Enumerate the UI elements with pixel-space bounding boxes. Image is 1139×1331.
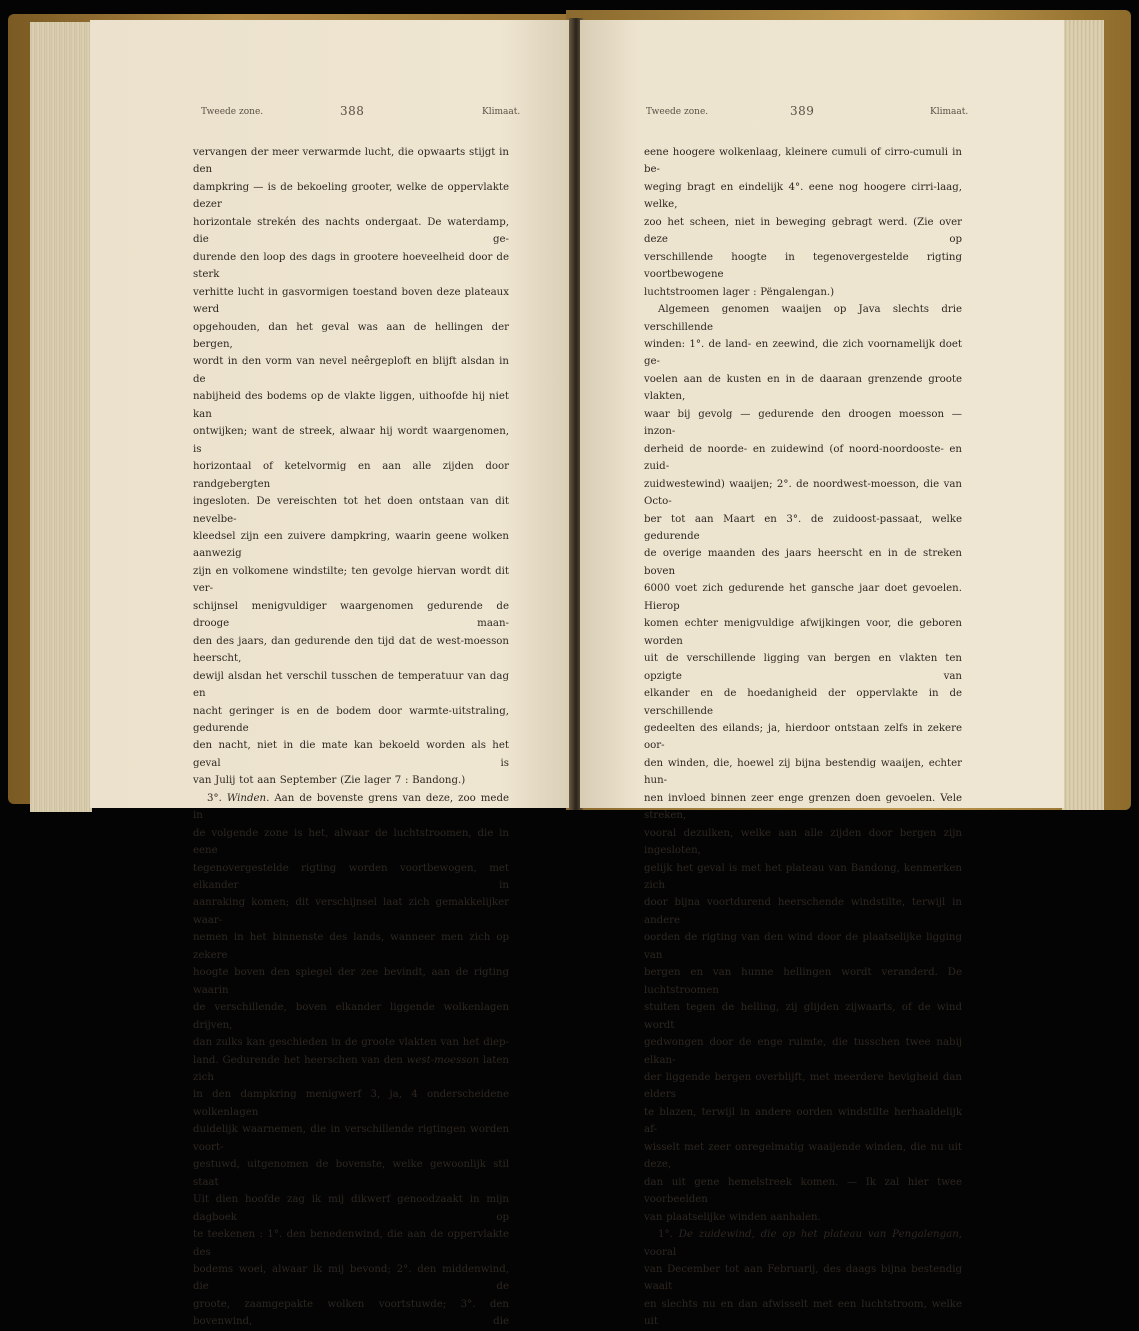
italic-term: Winden. [226,792,270,804]
text-line [193,703,509,738]
line-text: nabijheid des bodems op de vlakte liggen, uithoofde hij niet kan [193,391,509,420]
line-text: elkander en de hoedanigheid der oppervlakte in de verschillende [644,688,962,717]
text-line [644,929,962,964]
text-line [193,860,509,895]
text-line [193,1226,509,1261]
text-line [193,772,509,789]
line-text: weging bragt en eindelijk 4°. eene nog hoogere cirri-laag, welke, [644,181,962,211]
text-line [644,249,962,284]
right-page [580,20,1064,1328]
page-edges-right [1062,20,1104,810]
line-text: Uit dien hoofde zag ik mij dikwerf genoodzaakt in mijn dagboek op [193,1194,509,1223]
left-header-topic: Klimaat. [482,107,521,117]
page-edges-left [30,22,92,812]
line-text: winden: 1°. de land- en zeewind, die zich voornamelijk doet ge- [644,338,962,368]
text-line [193,284,509,319]
text-line [644,1139,962,1174]
line-text: van plaatselijke winden aanhalen. [644,1211,821,1223]
line-text: vooral dezulken, welke aan alle zijden door bergen zijn ingesloten, [644,827,962,857]
text-line [193,1034,509,1051]
line-text: gestuwd, uitgenomen de bovenste, welke gewoonlijk stil staat [193,1159,509,1188]
line-text: ingesloten. De vereischten tot het doen ontstaan van dit nevelbe- [193,496,509,525]
line-text: komen echter menigvuldige afwijkingen voor, die geboren worden [644,618,962,647]
text-line [193,825,509,860]
line-text: nemen in het binnenste des lands, wanneer men zich op zekere [193,932,509,961]
line-text: den nacht, niet in die mate kan bekoeld worden als het geval is [193,740,509,769]
text-line [193,790,509,825]
text-line [644,894,962,929]
line-text: eene hoogere wolkenlaag, kleinere cumuli of cirro-cumuli in be- [644,147,962,176]
line-text: vooral [644,1246,677,1258]
line-text: laten zich [193,1054,509,1084]
text-line [644,1069,962,1104]
line-text: gelijk het geval is met het plateau van Bandong, kenmerken zich [644,862,962,892]
text-line [644,860,962,895]
left-page [90,20,572,1328]
text-line [644,1034,962,1069]
text-line [644,284,962,301]
text-line [193,1086,509,1121]
text-line [193,214,509,249]
line-text: durende den loop des dags in grootere hoeveelheid door de sterk [193,251,509,281]
line-text: 6000 voet zich gedurende het gansche jaar doet gevoelen. Hierop [644,583,962,612]
line-text: door bijna voortdurend heerschende windstilte, terwijl in andere [644,897,962,926]
text-line [644,336,962,371]
text-line [644,1209,962,1226]
line-text: vervangen der meer verwarmde lucht, die opwaarts stijgt in den [193,147,509,176]
text-line [644,790,962,825]
italic-term: west-moesson [406,1054,480,1066]
text-line [644,720,962,755]
text-line [644,406,962,441]
line-text: luchtstroomen lager : Pëngalengan.) [644,286,835,298]
text-line [644,615,962,650]
text-line [193,563,509,598]
text-line [644,371,962,406]
text-line [193,964,509,999]
line-prefix: land. Gedurende het heerschen van den [193,1054,407,1066]
text-line [644,301,962,336]
line-text: wordt in den vorm van nevel neêrgeploft en blijft alsdan in de [193,356,509,385]
line-text: kleedsel zijn een zuivere dampkring, waarin geene wolken aanwezig [193,530,509,560]
text-line [644,144,962,179]
line-text: van December tot aan Februarij, des daags bijna bestendig waait [644,1264,962,1293]
right-page-number: 389 [790,104,815,118]
line-text: duidelijk waarnemen, die in verschillende rigtingen worden voort- [193,1124,509,1153]
line-text: den winden, die, hoewel zij bijna bestendig waaijen, echter hun- [644,757,962,787]
line-text: hoogte boven den spiegel der zee bevindt, aan de rigting waarin [193,967,509,996]
line-text: in den dampkring menigwerf 3, ja, 4 onderscheidene wolkenlagen [193,1089,509,1118]
italic-term: De zuidewind, die op het plateau van Pengalengan, [678,1229,962,1241]
text-line [193,929,509,964]
text-line [193,249,509,284]
line-text: derheid de noorde- en zuidewind (of noord-noordooste- en zuid- [644,443,962,473]
line-text: oorden de rigting van den wind door de plaatselijke ligging van [644,932,962,961]
text-line [193,1052,509,1087]
text-line [193,1191,509,1226]
text-line [644,1174,962,1209]
left-header-section: Tweede zone. [201,107,264,117]
line-text: uit de verschillende ligging van bergen en vlakten ten opzigte van [644,653,962,682]
line-text: zoo het scheen, niet in beweging gebragt werd. (Zie over deze op [644,216,962,246]
right-header-topic: Klimaat. [930,107,969,117]
line-text: Aan de bovenste grens van deze, zoo mede in [193,792,509,822]
line-text: waar bij gevolg — gedurende den droogen moesson — inzon- [644,408,962,438]
line-text: verhitte lucht in gasvormigen toestand boven deze plateaux werd [193,286,509,316]
text-line [644,755,962,790]
line-text: opgehouden, dan het geval was aan de hellingen der bergen, [193,321,509,350]
line-text: tegenovergestelde rigting worden voortbewogen, met elkander in [193,862,509,892]
text-line [193,493,509,528]
line-text: zuidwestewind) waaijen; 2°. de noordwest-moesson, die van Octo- [644,478,962,508]
line-text: der liggende bergen overblijft, met meerdere hevigheid dan elders [644,1072,962,1101]
text-line [193,1261,509,1296]
line-text: gedwongen door de enge ruimte, die tusschen twee nabij elkan- [644,1037,962,1066]
text-line [193,668,509,703]
line-prefix: 1°. [658,1229,679,1241]
line-prefix: 3°. [207,792,227,804]
text-line [193,353,509,388]
left-page-body [193,144,509,1331]
text-line [644,999,962,1034]
line-text: horizontale strekén des nachts ondergaat. De waterdamp, die ge- [193,216,509,246]
right-header-section: Tweede zone. [646,107,709,117]
text-line [644,685,962,720]
text-line [644,179,962,214]
right-page-body [644,144,962,1331]
text-line [644,825,962,860]
line-text: wisselt met zeer onregelmatig waaijende winden, die nu uit deze, [644,1141,962,1171]
text-line [193,319,509,354]
text-line [193,144,509,179]
text-line [644,1261,962,1296]
line-text: horizontaal of ketelvormig en aan alle zijden door randgebergten [193,461,509,490]
line-text: zijn en volkomene windstilte; ten gevolge hiervan wordt dit ver- [193,565,509,595]
text-line [644,580,962,615]
line-text: groote, zaamgepakte wolken voortstuwde; 3°. den bovenwind, die [193,1298,509,1328]
text-line [193,179,509,214]
text-line [193,528,509,563]
line-text: en slechts nu en dan afwisselt met een luchtstroom, welke uit [644,1298,962,1328]
line-text: verschillende hoogte in tegenovergestelde rigting voortbewogene [644,251,962,281]
text-line [193,999,509,1034]
text-line [644,650,962,685]
line-text: Algemeen genomen waaijen op Java slechts drie verschillende [644,304,962,333]
line-text: de overige maanden des jaars heerscht en in de streken boven [644,548,962,577]
text-line [644,214,962,249]
text-line [193,1156,509,1191]
line-text: voelen aan de kusten en in de daaraan grenzende groote vlakten, [644,373,962,403]
text-line [193,633,509,668]
text-line [193,598,509,633]
line-text: bergen en van hunne hellingen wordt veranderd. De luchtstroomen [644,967,962,996]
text-line [193,894,509,929]
text-line [644,441,962,476]
left-page-number: 388 [340,104,365,118]
line-text: stuiten tegen de helling, zij glijden zijwaarts, of de wind wordt [644,1002,962,1031]
line-text: nacht geringer is en de bodem door warmte-uitstraling, gedurende [193,705,509,734]
text-line [193,1121,509,1156]
line-text: ontwijken; want de streek, alwaar hij wordt waargenomen, is [193,426,509,455]
text-line [644,1296,962,1331]
text-line [644,476,962,511]
line-text: dewijl alsdan het verschil tusschen de temperatuur van dag en [193,670,509,700]
line-text: aanraking komen; dit verschijnsel laat zich gemakkelijker waar- [193,897,509,926]
line-text: den des jaars, dan gedurende den tijd dat de west-moesson heerscht, [193,635,509,665]
line-text: te blazen, terwijl in andere oorden windstilte herhaaldelijk af- [644,1106,962,1136]
line-text: ber tot aan Maart en 3°. de zuidoost-passaat, welke gedurende [644,513,962,542]
line-text: nen invloed binnen zeer enge grenzen doen gevoelen. Vele streken, [644,792,962,822]
text-line [644,545,962,580]
text-line [193,423,509,458]
text-line [644,511,962,546]
line-text: bodems woei, alwaar ik mij bevond; 2°. den middenwind, die de [193,1264,509,1293]
line-text: de volgende zone is het, alwaar de luchtstroomen, die in eene [193,827,509,857]
text-line [644,964,962,999]
text-line [193,1296,509,1331]
line-text: van Julij tot aan September (Zie lager 7 : Bandong.) [193,775,466,787]
line-text: schijnsel menigvuldiger waargenomen gedurende de drooge maan- [193,600,509,630]
text-line [644,1226,962,1261]
line-text: dampkring — is de bekoeling grooter, welke de oppervlakte dezer [193,181,509,211]
line-text: dan uit gene hemelstreek komen. — Ik zal hier twee voorbeelden [644,1176,962,1206]
line-text: te teekenen : 1°. den benedenwind, die aan de oppervlakte des [193,1229,509,1258]
text-line [193,458,509,493]
text-line [193,737,509,772]
line-text: gedeelten des eilands; ja, hierdoor ontstaan zelfs in zekere oor- [644,722,962,752]
line-text: de verschillende, boven elkander liggende wolkenlagen drijven, [193,1002,509,1031]
line-text: dan zulks kan geschieden in de groote vlakten van het diep- [193,1037,509,1049]
text-line [193,388,509,423]
text-line [644,1104,962,1139]
